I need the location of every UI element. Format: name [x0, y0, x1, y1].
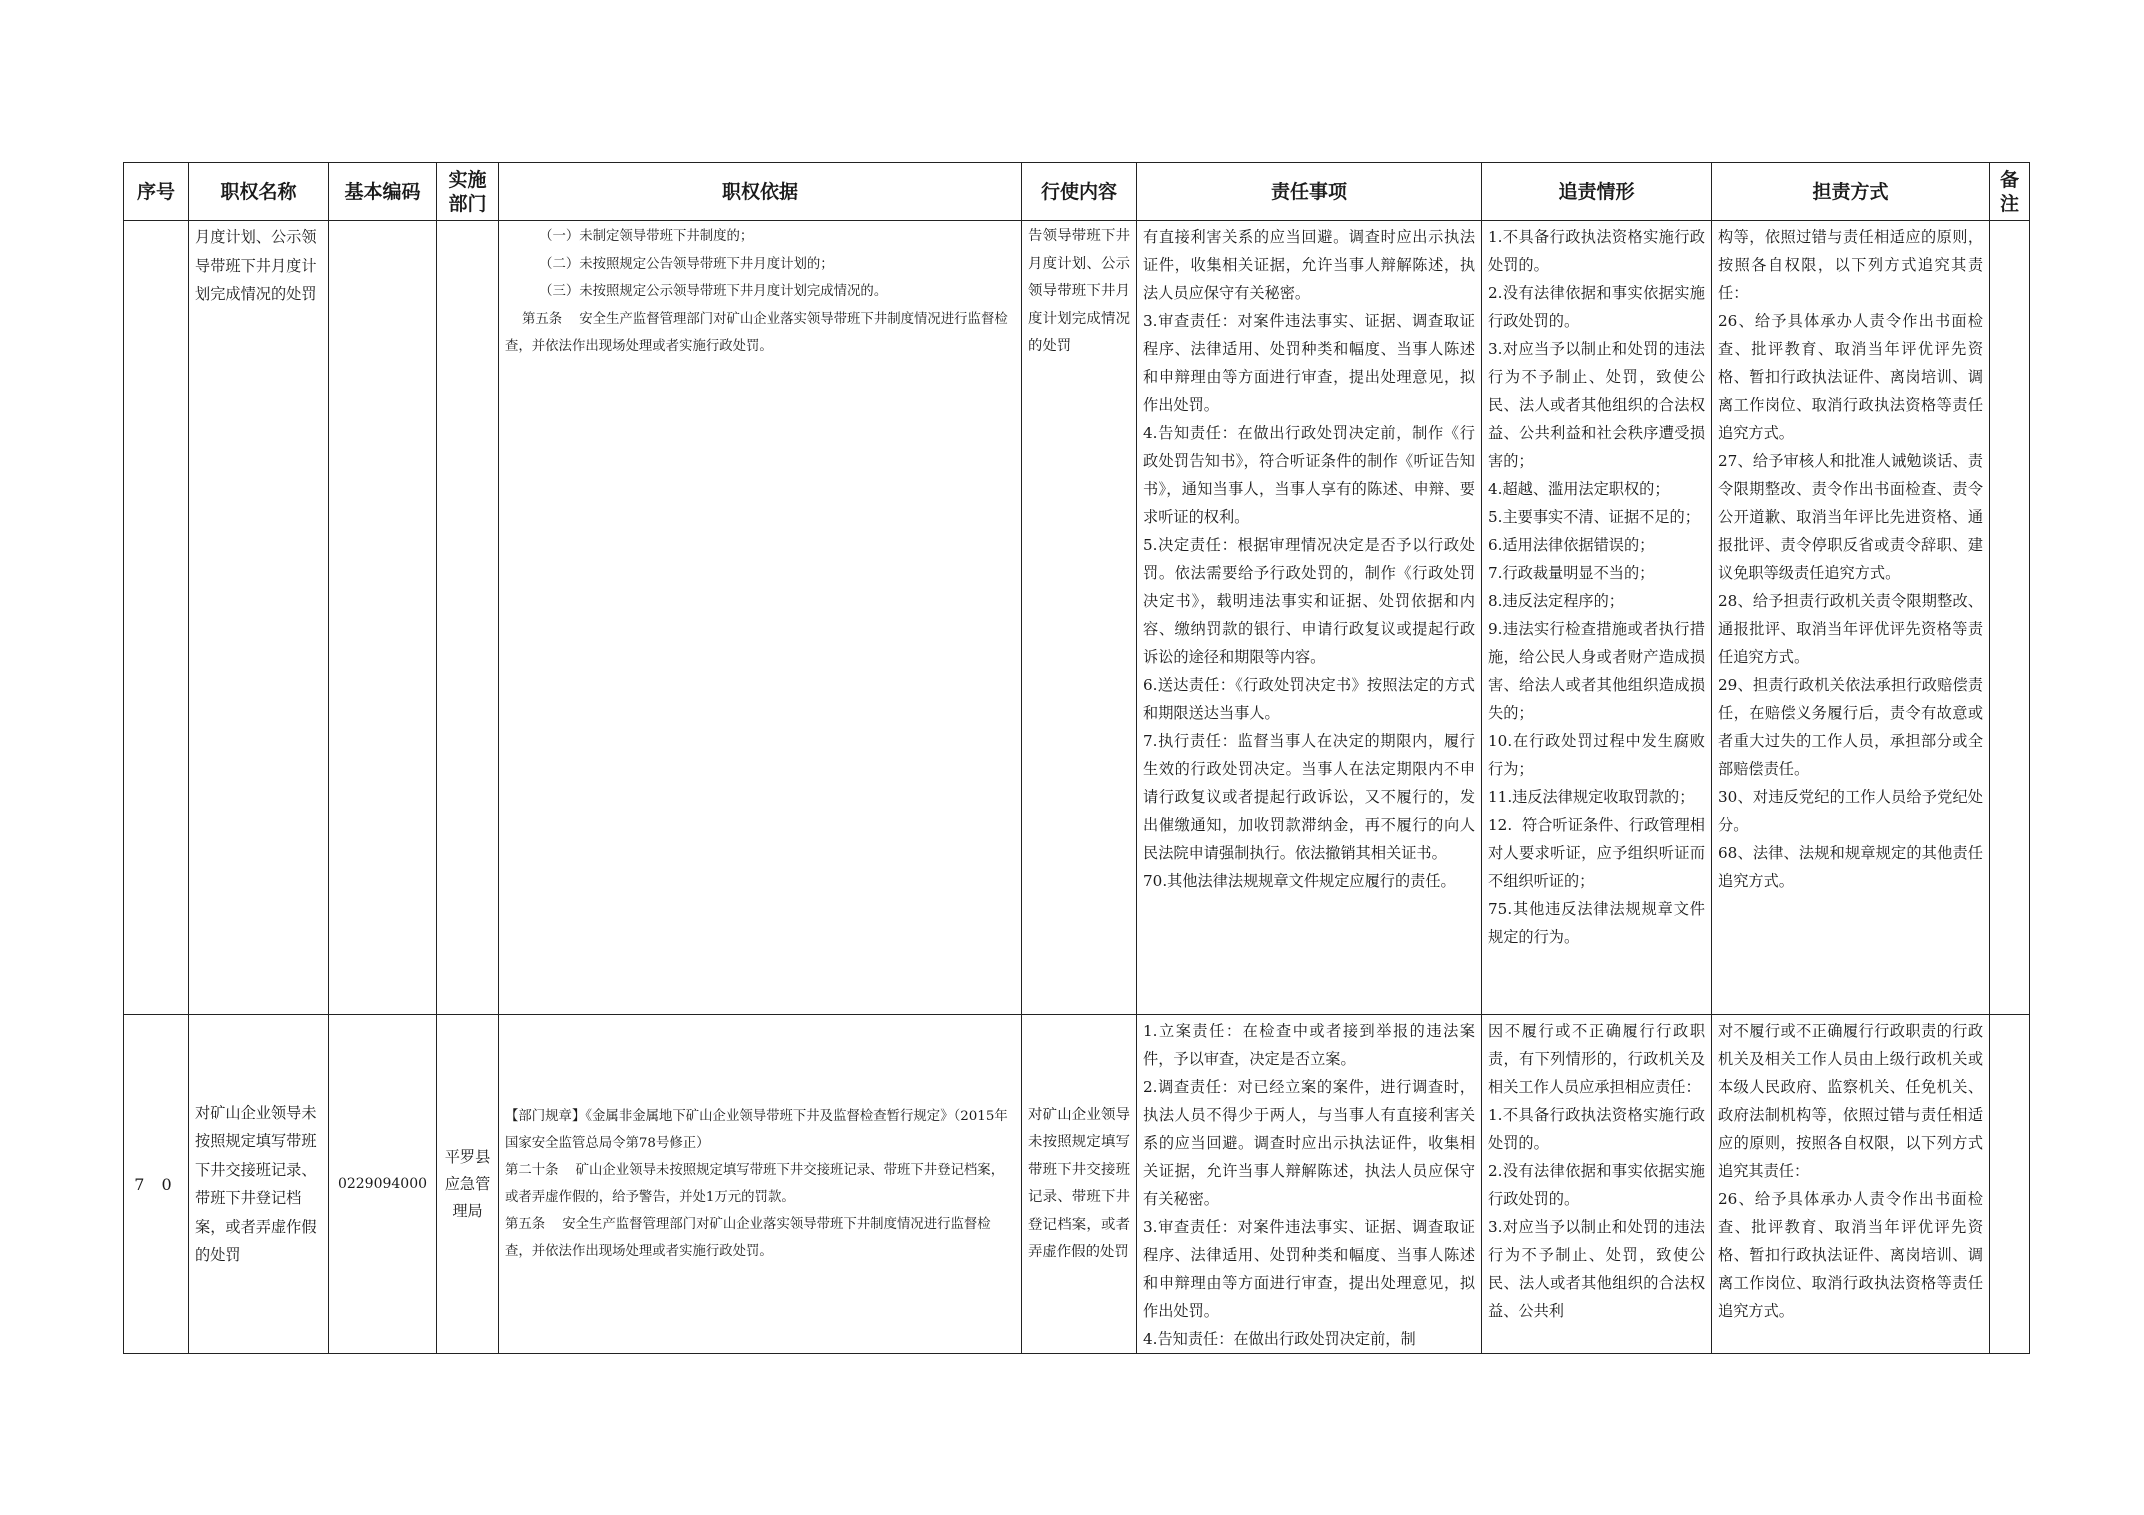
row-name: 月度计划、公示领导带班下井月度计划完成情况的处罚	[189, 221, 329, 1015]
header-basis: 职权依据	[499, 163, 1022, 221]
header-liability: 担责方式	[1712, 163, 1990, 221]
row-dept: 平罗县应急管理局	[437, 1015, 499, 1354]
header-remark	[1990, 163, 2030, 221]
row-code	[329, 221, 437, 1015]
header-code: 基本编码	[329, 163, 437, 221]
row-duties: 1.立案责任：在检查中或者接到举报的违法案件，予以审查，决定是否立案。 2.调查责任：对已经立案的案件，进行调查时，执法人员不得少于两人，与当事人有直接利害关系的应当回避。调查时应出示执法证件，收集相关证据，允许当事人辩解陈述，执法人员应保守有关秘密。 3.审查责任：对案件违法事实、证据、调查取证程序、法律适用、处罚种类和幅度、当事人陈述和申辩理由等方面进行审查，提出处理意见，拟作出处罚。 4.告知责任：在做出行政处罚决定前，制	[1137, 1015, 1482, 1354]
row-liability: 构等，依照过错与责任相适应的原则，按照各自权限，以下列方式追究其责任： 26、给予具体承办人责令作出书面检查、批评教育、取消当年评优评先资格、暂扣行政执法证件、离岗培训、调离工作岗位、取消行政执法资格等责任追究方式。 27、给予审核人和批准人诫勉谈话、责令限期整改、责令作出书面检查、责令公开道歉、取消当年评比先进资格、通报批评、责令停职反省或责令辞职、建议免职等级责任追究方式。 28、给予担责行政机关责令限期整改、通报批评、取消当年评优评先资格等责任追究方式。 29、担责行政机关依法承担行政赔偿责任，在赔偿义务履行后，责令有故意或者重大过失的工作人员，承担部分或全部赔偿责任。 30、对违反党纪的工作人员给予党纪处分。 68、法律、法规和规章规定的其他责任追究方式。	[1712, 221, 1990, 1015]
row-name: 对矿山企业领导未按照规定填写带班下井交接班记录、带班下井登记档案，或者弄虚作假的处罚	[189, 1015, 329, 1354]
table-row	[124, 221, 2030, 1015]
header-accountability: 追责情形	[1482, 163, 1712, 221]
row-remark	[1990, 221, 2030, 1015]
row-duties: 有直接利害关系的应当回避。调查时应出示执法证件，收集相关证据，允许当事人辩解陈述，执法人员应保守有关秘密。 3.审查责任：对案件违法事实、证据、调查取证程序、法律适用、处罚种类和幅度、当事人陈述和申辩理由等方面进行审查，提出处理意见，拟作出处罚。 4.告知责任：在做出行政处罚决定前，制作《行政处罚告知书》，符合听证条件的制作《听证告知书》，通知当事人，当事人享有的陈述、申辩、要求听证的权利。 5.决定责任：根据审理情况决定是否予以行政处罚。依法需要给予行政处罚的，制作《行政处罚决定书》，载明违法事实和证据、处罚依据和内容、缴纳罚款的银行、申请行政复议或提起行政诉讼的途径和期限等内容。 6.送达责任：《行政处罚决定书》按照法定的方式和期限送达当事人。 7.执行责任：监督当事人在决定的期限内，履行生效的行政处罚决定。当事人在法定期限内不申请行政复议或者提起行政诉讼，又不履行的，发出催缴通知，加收罚款滞纳金，再不履行的向人民法院申请强制执行。依法撤销其相关证书。 70.其他法律法规规章文件规定应履行的责任。	[1137, 221, 1482, 1015]
header-remark-label: 备注	[1999, 168, 2019, 215]
header-seq: 序号	[124, 163, 189, 221]
row-remark	[1990, 1015, 2030, 1354]
row-liability: 对不履行或不正确履行行政职责的行政机关及相关工作人员由上级行政机关或本级人民政府、监察机关、任免机关、政府法制机构等，依照过错与责任相适应的原则，按照各自权限，以下列方式追究其责任： 26、给予具体承办人责令作出书面检查、批评教育、取消当年评优评先资格、暂扣行政执法证件、离岗培训、调离工作岗位、取消行政执法资格等责任追究方式。	[1712, 1015, 1990, 1354]
row-accountability: 1.不具备行政执法资格实施行政处罚的。 2.没有法律依据和事实依据实施行政处罚的。 3.对应当予以制止和处罚的违法行为不予制止、处罚，致使公民、法人或者其他组织的合法权益、公共利益和社会秩序遭受损害的； 4.超越、滥用法定职权的； 5.主要事实不清、证据不足的； 6.适用法律依据错误的； 7.行政裁量明显不当的； 8.违反法定程序的； 9.违法实行检查措施或者执行措施，给公民人身或者财产造成损害、给法人或者其他组织造成损失的； 10.在行政处罚过程中发生腐败行为； 11.违反法律规定收取罚款的； 12. 符合听证条件、行政管理相对人要求听证，应予组织听证而不组织听证的； 75.其他违反法律法规规章文件规定的行为。	[1482, 221, 1712, 1015]
authority-table	[123, 162, 2030, 1354]
row-seq: 7 0	[124, 1015, 189, 1354]
row-basis: 【部门规章】《金属非金属地下矿山企业领导带班下井及监督检查暂行规定》（2015年国家安全监管总局令第78号修正） 第二十条 矿山企业领导未按照规定填写带班下井交接班记录、带班下井登记档案，或者弄虚作假的，给予警告，并处1万元的罚款。 第五条 安全生产监督管理部门对矿山企业落实领导带班下井制度情况进行监督检查，并依法作出现场处理或者实施行政处罚。	[499, 1015, 1022, 1354]
header-duties: 责任事项	[1137, 163, 1482, 221]
table-row	[124, 1015, 2030, 1354]
header-content: 行使内容	[1022, 163, 1137, 221]
row-content: 告领导带班下井月度计划、公示领导带班下井月度计划完成情况的处罚	[1022, 221, 1137, 1015]
header-name: 职权名称	[189, 163, 329, 221]
header-dept	[437, 163, 499, 221]
row-accountability: 因不履行或不正确履行行政职责，有下列情形的，行政机关及相关工作人员应承担相应责任： 1.不具备行政执法资格实施行政处罚的。 2.没有法律依据和事实依据实施行政处罚的。 3.对应当予以制止和处罚的违法行为不予制止、处罚，致使公民、法人或者其他组织的合法权益、公共利	[1482, 1015, 1712, 1354]
row-content: 对矿山企业领导未按照规定填写带班下井交接班记录、带班下井登记档案，或者弄虚作假的处罚	[1022, 1015, 1137, 1354]
header-row	[124, 163, 2030, 221]
row-seq	[124, 221, 189, 1015]
row-code: 0229094000	[329, 1015, 437, 1354]
header-dept-label: 实施部门	[448, 168, 487, 215]
row-dept	[437, 221, 499, 1015]
row-basis: （一）未制定领导带班下井制度的； （二）未按照规定公告领导带班下井月度计划的； （三）未按照规定公示领导带班下井月度计划完成情况的。 第五条 安全生产监督管理部门对矿山企业落实领导带班下井制度情况进行监督检查，并依法作出现场处理或者实施行政处罚。	[499, 221, 1022, 1015]
